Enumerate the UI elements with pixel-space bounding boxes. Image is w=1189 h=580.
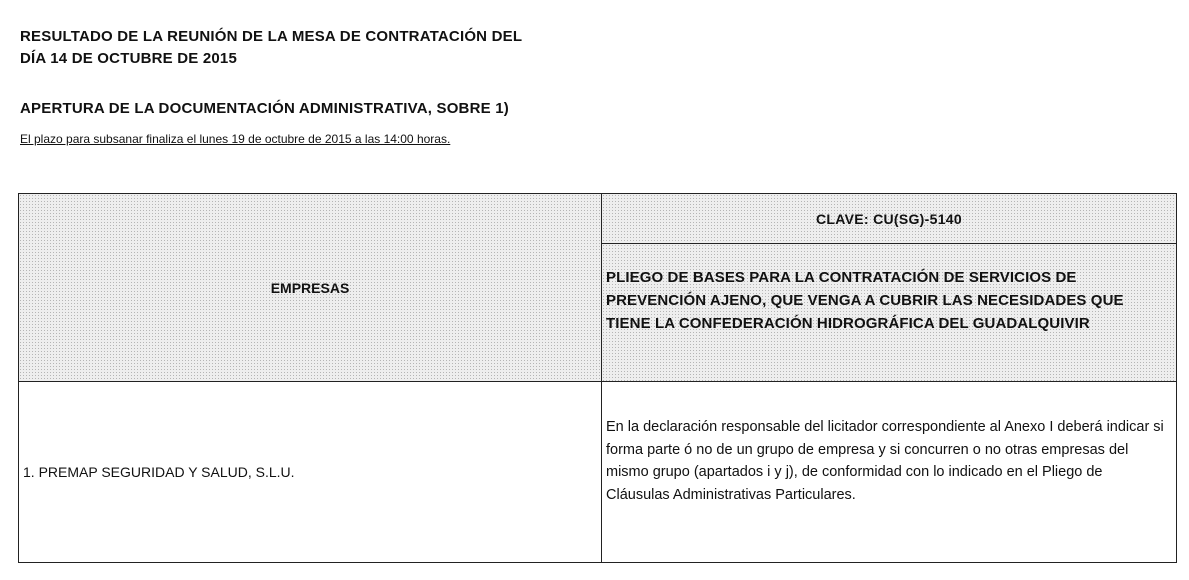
empresas-column-header <box>19 194 602 382</box>
empresas-header-label: EMPRESAS <box>270 279 350 296</box>
table-row-observation-cell: En la declaración responsable del licitador correspondiente al Anexo I deberá indicar si forma parte ó no de un grupo de empresa y si concurren o no otras empresas del mismo grupo (apartados i y j), de conformidad con lo indicado en el Pliego de Cláusulas Administrativas Particulares. <box>606 419 1164 503</box>
title-line-1: RESULTADO DE LA REUNIÓN DE LA MESA DE CONTRATACIÓN DEL <box>20 28 523 45</box>
document-title <box>20 26 522 70</box>
section-subtitle: APERTURA DE LA DOCUMENTACIÓN ADMINISTRATIVA, SOBRE 1) <box>20 100 509 117</box>
title-line-2: DÍA 14 DE OCTUBRE DE 2015 <box>20 50 238 67</box>
clave-header <box>602 194 1176 244</box>
empresa-name: 1. PREMAP SEGURIDAD Y SALUD, S.L.U. <box>23 464 295 480</box>
pliego-header: PLIEGO DE BASES PARA LA CONTRATACIÓN DE SERVICIOS DE PREVENCIÓN AJENO, QUE VENGA A CUBRIR LAS NECESIDADES QUE TIENE LA CONFEDERACIÓN HIDROGRÁFICA DEL GUADALQUIVIR <box>602 244 1176 382</box>
deadline-notice: El plazo para subsanar finaliza el lunes 19 de octubre de 2015 a las 14:00 horas. <box>20 132 451 146</box>
results-table <box>18 193 1177 563</box>
clave-label: CLAVE: CU(SG)-5140 <box>816 210 962 227</box>
table-row-empresa-cell <box>19 382 602 562</box>
